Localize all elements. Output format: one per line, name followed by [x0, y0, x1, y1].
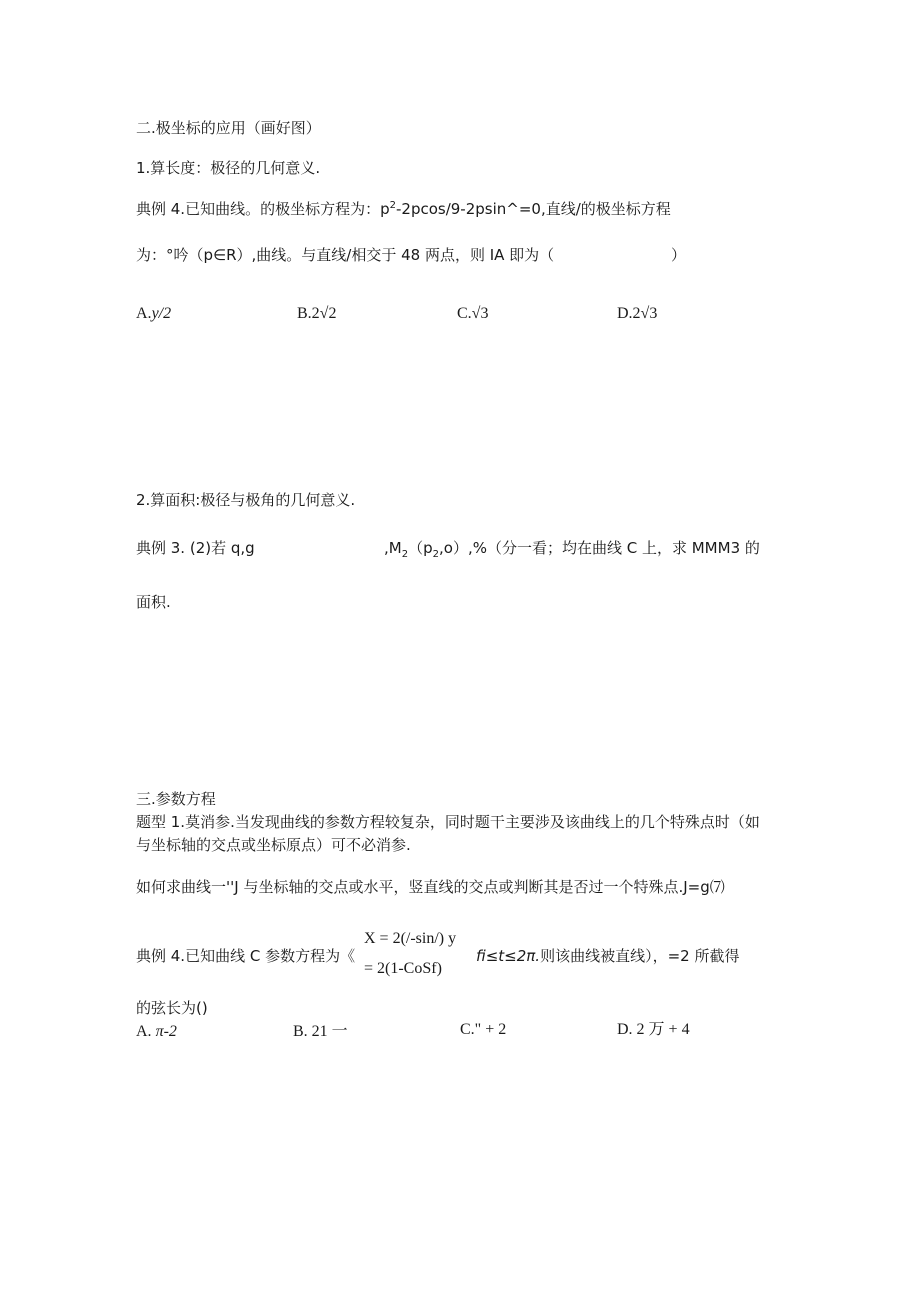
type-1-line-2: 与坐标轴的交点或坐标原点）可不必消参. [136, 836, 411, 854]
option-d: D.2√3 [617, 305, 658, 322]
example-3-line-2: 面积. [136, 593, 171, 611]
example-4-parametric-suffix: 则该曲线被直线），=2 所截得 [540, 947, 740, 965]
section-heading-polar-applications: 二.极坐标的应用（画好图） [136, 119, 321, 137]
example-3-text-a: 典例 3. (2)若 q,g [136, 539, 255, 557]
option-b: B.2√2 [297, 305, 337, 322]
option-a-value: y/2 [151, 305, 172, 322]
example-3-p2: （p [408, 539, 433, 557]
section-heading-parametric: 三.参数方程 [136, 790, 216, 808]
example-3-tail: ,o）,%（分一看；均在曲线 C 上，求 MMM3 的 [439, 539, 760, 557]
example-3-text-rest [384, 538, 760, 558]
type-1-line-1: 题型 1.莫消参.当发现曲线的参数方程较复杂，同时题干主要涉及该曲线上的几个特殊点时（如 [136, 813, 760, 831]
equation-bottom: = 2(1-CoSf) [364, 960, 442, 977]
example-4-line-2: 为：°吟（p∈R）,曲线。与直线/相交于 48 两点，则 IA 即为（ [136, 246, 555, 264]
option-a-label: A. [136, 305, 152, 322]
param-option-d: D. 2 万 + 4 [617, 1021, 690, 1038]
example-3-sub-1: 2 [401, 549, 409, 560]
example-4-closing-paren: ） [671, 246, 687, 264]
example-4-parametric-line-2: 的弦长为() [136, 999, 208, 1017]
example-4-text-a: 典例 4.已知曲线。的极坐标方程为：p [136, 200, 390, 218]
option-a [136, 304, 171, 324]
subheading-length: 1.算长度：极径的几何意义. [136, 159, 321, 177]
param-option-c: C." + 2 [460, 1021, 507, 1038]
example-4-range-and-suffix [476, 946, 739, 966]
example-4-text-b: -2pcos∕9-2psin^=0,直线/的极坐标方程 [395, 200, 671, 218]
option-c: C.√3 [457, 305, 489, 322]
example-3-sub-2: 2 [432, 549, 439, 560]
param-option-a-label: A. [136, 1023, 152, 1040]
question-text: 如何求曲线一''J 与坐标轴的交点或水平，竖直线的交点或判断其是否过一个特殊点.J=g⑺ [136, 878, 725, 896]
example-3-m2: ,M [384, 539, 402, 557]
param-option-a-value: π-2 [155, 1023, 177, 1040]
parameter-range: fi≤t≤2π. [476, 947, 541, 965]
equation-top: X = 2(/-sin/) y [364, 930, 457, 947]
subheading-area: 2.算面积:极径与极角的几何意义. [136, 491, 356, 509]
example-4-superscript: 2 [389, 200, 396, 211]
param-option-a [136, 1022, 177, 1042]
example-4-line-1 [136, 199, 671, 219]
example-4-parametric-prefix: 典例 4.已知曲线 C 参数方程为《 [136, 947, 356, 965]
param-option-b: B. 21 一 [293, 1023, 348, 1040]
